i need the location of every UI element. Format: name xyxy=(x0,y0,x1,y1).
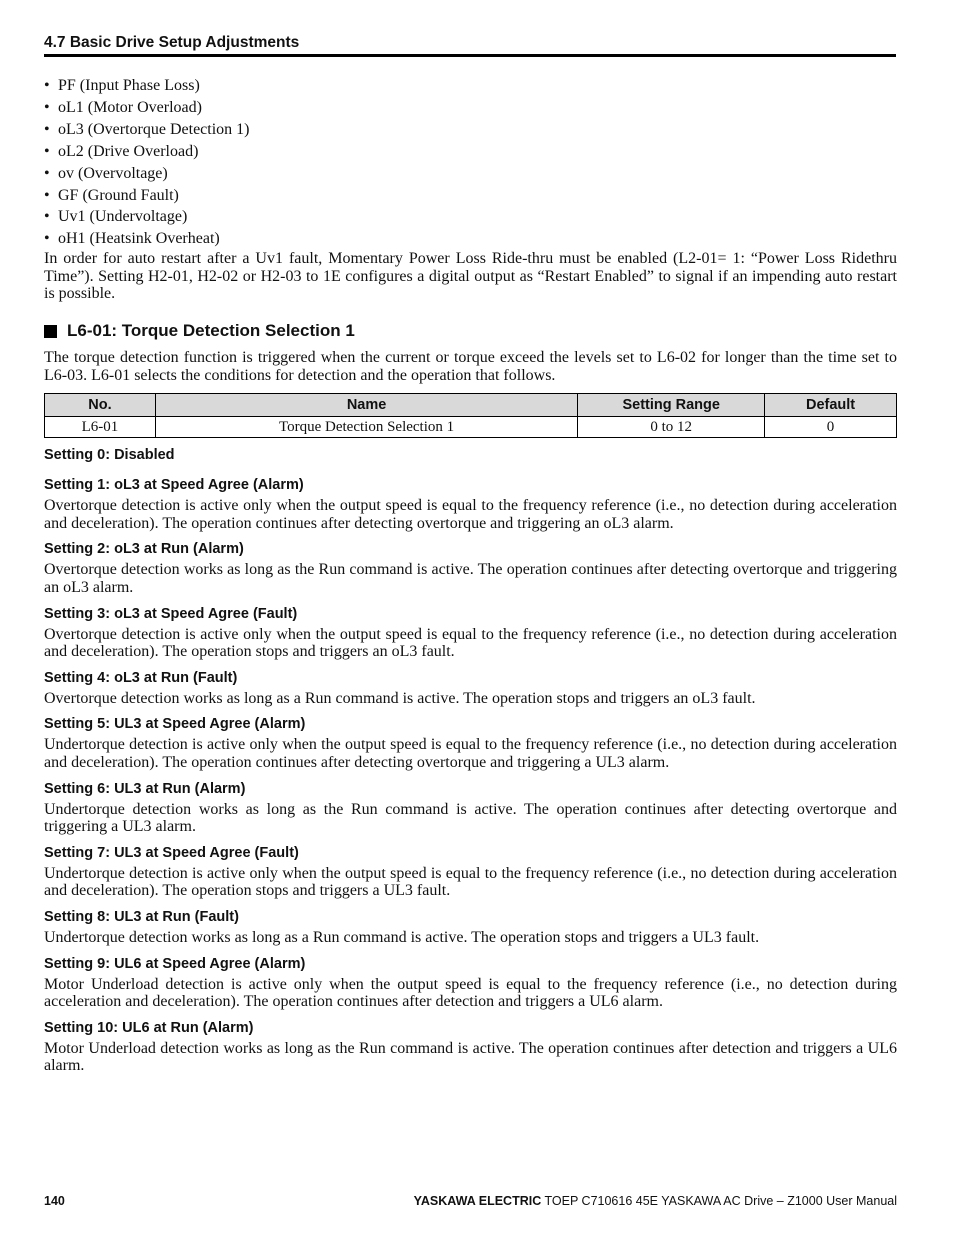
setting-block xyxy=(44,716,897,771)
page-header xyxy=(44,34,896,57)
setting-block xyxy=(44,447,897,464)
setting-text: Undertorque detection is active only when the output speed is equal to the frequency reference (i.e., no detection during acceleration and deceleration). The operation stops and triggers a UL3 fault. xyxy=(44,864,897,900)
section-title: L6-01: Torque Detection Selection 1 xyxy=(67,321,355,341)
setting-block xyxy=(44,477,897,532)
page-number: 140 xyxy=(44,1194,65,1208)
setting-title: Setting 9: UL6 at Speed Agree (Alarm) xyxy=(44,955,306,972)
section-description: The torque detection function is triggered when the current or torque exceed the levels set to L6-02 for longer than the time set to L6-03. L6-01 selects the conditions for detection and the operation that follows. xyxy=(44,349,897,384)
setting-title: Setting 2: oL3 at Run (Alarm) xyxy=(44,541,244,558)
setting-block xyxy=(44,845,897,900)
section-heading xyxy=(44,321,897,341)
setting-text: Undertorque detection works as long as a Run command is active. The operation stops and triggers a UL3 fault. xyxy=(44,928,760,946)
list-item: • oL2 (Drive Overload) xyxy=(44,141,897,163)
list-item: • GF (Ground Fault) xyxy=(44,185,897,207)
setting-text: Undertorque detection is active only when the output speed is equal to the frequency reference (i.e., no detection during acceleration and deceleration). The operation continues after detecting overtorque and triggering a UL3 alarm. xyxy=(44,736,897,771)
list-item: • Uv1 (Undervoltage) xyxy=(44,206,897,228)
header-title: 4.7 Basic Drive Setup Adjustments xyxy=(44,34,300,51)
cell-name: Torque Detection Selection 1 xyxy=(155,417,577,438)
column-header-name: Name xyxy=(155,394,577,417)
fault-list xyxy=(44,75,897,250)
page-content xyxy=(44,75,897,1075)
footer-doc-info xyxy=(414,1194,897,1209)
list-item: • oL3 (Overtorque Detection 1) xyxy=(44,119,897,141)
cell-range: 0 to 12 xyxy=(578,417,765,438)
section-square-icon xyxy=(44,325,57,338)
setting-block xyxy=(44,1020,897,1075)
setting-text: Motor Underload detection is active only when the output speed is equal to the frequency reference (i.e., no detection during acceleration and deceleration). The operation continues after detection and triggers a UL6 alarm. xyxy=(44,975,897,1011)
setting-title: Setting 3: oL3 at Speed Agree (Fault) xyxy=(44,605,298,622)
parameter-table xyxy=(44,393,897,438)
table-row xyxy=(45,417,897,438)
setting-block xyxy=(44,909,897,947)
setting-text: Overtorque detection is active only when the output speed is equal to the frequency reference (i.e., no detection during acceleration and deceleration). The operation continues after detecting overtorque and triggering an oL3 alarm. xyxy=(44,497,897,532)
list-item: • PF (Input Phase Loss) xyxy=(44,75,897,97)
setting-text: Overtorque detection is active only when the output speed is equal to the frequency reference (i.e., no detection during acceleration and deceleration). The operation stops and triggers an oL3 fault. xyxy=(44,625,897,661)
intro-paragraph: In order for auto restart after a Uv1 fault, Momentary Power Loss Ride-thru must be enabled (L2-01= 1: “Power Loss Ridethru Time”). Setting H2-01, H2-02 or H2-03 to 1E configures a digital output as “Restart Enabled” to signal if an impending auto restart is possible. xyxy=(44,250,897,303)
page-footer xyxy=(44,1194,897,1209)
cell-default: 0 xyxy=(765,417,897,438)
column-header-range: Setting Range xyxy=(578,394,765,417)
setting-title: Setting 4: oL3 at Run (Fault) xyxy=(44,669,238,686)
footer-doc-title: TOEP C710616 45E YASKAWA AC Drive – Z1000 User Manual xyxy=(541,1194,897,1208)
setting-block xyxy=(44,670,897,708)
setting-text: Overtorque detection works as long as a Run command is active. The operation stops and triggers an oL3 fault. xyxy=(44,689,756,707)
setting-block xyxy=(44,781,897,836)
setting-title: Setting 5: UL3 at Speed Agree (Alarm) xyxy=(44,716,306,733)
setting-title: Setting 8: UL3 at Run (Fault) xyxy=(44,908,239,925)
setting-text: Motor Underload detection works as long as the Run command is active. The operation continues after detection and triggers a UL6 alarm. xyxy=(44,1039,897,1075)
setting-text: Undertorque detection works as long as the Run command is active. The operation continues after detecting overtorque and triggering a UL3 alarm. xyxy=(44,800,897,836)
setting-block xyxy=(44,956,897,1011)
list-item: • oL1 (Motor Overload) xyxy=(44,97,897,119)
setting-title: Setting 7: UL3 at Speed Agree (Fault) xyxy=(44,844,299,861)
setting-block xyxy=(44,606,897,661)
list-item: • ov (Overvoltage) xyxy=(44,163,897,185)
column-header-no: No. xyxy=(45,394,156,417)
setting-title: Setting 0: Disabled xyxy=(44,447,175,464)
footer-brand: YASKAWA ELECTRIC xyxy=(413,1194,542,1208)
header-rule xyxy=(44,54,896,57)
setting-block xyxy=(44,541,897,596)
setting-text: Overtorque detection works as long as the Run command is active. The operation continues after detecting overtorque and triggering an oL3 alarm. xyxy=(44,561,897,596)
table-header-row xyxy=(45,394,897,417)
setting-title: Setting 6: UL3 at Run (Alarm) xyxy=(44,780,246,797)
column-header-default: Default xyxy=(765,394,897,417)
setting-title: Setting 10: UL6 at Run (Alarm) xyxy=(44,1019,254,1036)
setting-title: Setting 1: oL3 at Speed Agree (Alarm) xyxy=(44,477,304,494)
list-item: • oH1 (Heatsink Overheat) xyxy=(44,228,897,250)
cell-no: L6-01 xyxy=(45,417,156,438)
